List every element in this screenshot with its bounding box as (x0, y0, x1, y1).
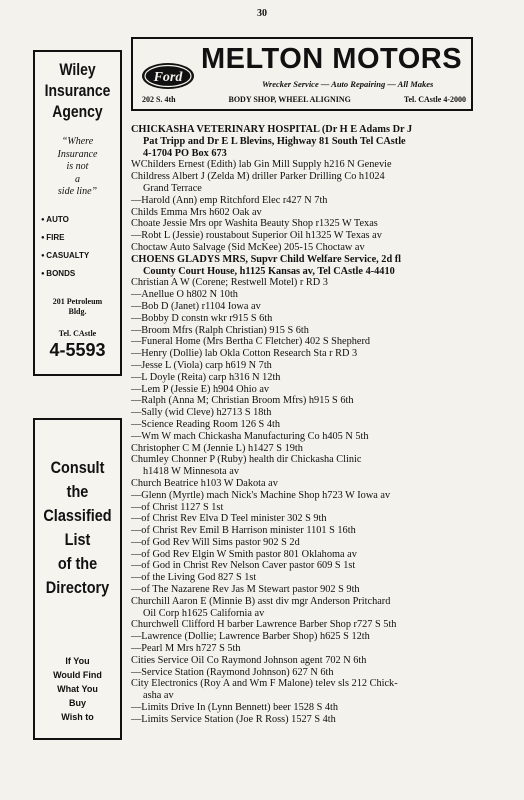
entry-text: —Bob D (Janet) r1104 Iowa av (131, 300, 261, 312)
directory-entry (131, 348, 481, 360)
entry-text: WChilders Ernest (Edith) lab Gin Mill Supply h216 N Genevie (131, 159, 392, 171)
entry-text: —Limits Service Station (Joe R Ross) 1527 S 4th (131, 713, 336, 725)
entry-text: Choctaw Auto Salvage (Sid McKee) 205-15 Choctaw av (131, 241, 365, 253)
directory-entry (131, 242, 481, 254)
entry-text: Christian A W (Corene; Restwell Motel) r RD 3 (131, 277, 328, 289)
directory-entry (131, 702, 481, 714)
directory-entry (131, 619, 481, 631)
entry-text: —Anellue O h802 N 10th (131, 289, 238, 301)
wiley-services (41, 211, 120, 283)
entry-text: Cities Service Oil Co Raymond Johnson agent 702 N 6th (131, 654, 367, 666)
directory-entry (131, 395, 481, 407)
directory-entry (131, 631, 481, 643)
melton-address: 202 S. 4th (142, 95, 176, 104)
slogan-line: a (75, 173, 80, 185)
directory-entry (131, 572, 481, 584)
consult-title-line: Classified (43, 506, 112, 525)
entry-text: —Limits Drive In (Lynn Bennett) beer 1528 S 4th (131, 702, 339, 714)
melton-motors-ad (131, 37, 473, 111)
directory-entry (131, 360, 481, 372)
entry-text: —of Christ Rev Emil B Harrison minister 1101 S 16th (131, 525, 356, 537)
directory-entry (131, 655, 481, 667)
address-line: Bldg. (68, 306, 87, 316)
wiley-address (35, 297, 120, 317)
consult-footer-line: Buy (68, 698, 86, 708)
directory-entry (131, 325, 481, 337)
consult-footer (35, 654, 120, 724)
entry-text: Churchwell Clifford H barber Lawrence Barber Shop r727 S 5th (131, 619, 397, 631)
entry-continuation: Oil Corp h1625 California av (143, 607, 265, 619)
directory-entry (131, 678, 481, 702)
melton-body-shop: BODY SHOP, WHEEL ALIGNING (228, 95, 351, 104)
directory-entry (131, 195, 481, 207)
service-item: ● FIRE (41, 229, 120, 247)
entry-continuation: Grand Terrace (143, 182, 202, 194)
directory-entry (131, 478, 481, 490)
directory-entry (131, 301, 481, 313)
entry-text: —L Doyle (Reita) carp h316 N 12th (131, 371, 281, 383)
wiley-title-line: Insurance (44, 81, 111, 100)
directory-entry (131, 254, 481, 278)
entry-continuation: Pat Tripp and Dr E L Blevins, Highway 81 South Tel CAstle (143, 135, 406, 147)
entry-text: —Jesse L (Viola) carp h619 N 7th (131, 359, 272, 371)
entry-text: —Broom Mfrs (Ralph Christian) 915 S 6th (131, 324, 309, 336)
directory-entry (131, 643, 481, 655)
entry-continuation: asha av (143, 690, 174, 702)
directory-entry (131, 372, 481, 384)
directory-entry (131, 714, 481, 726)
entry-continuation: h1418 W Minnesota av (143, 466, 240, 478)
slogan-line: is not (66, 161, 89, 172)
consult-title-line: Directory (45, 578, 110, 597)
wiley-title (43, 59, 113, 122)
directory-entry (131, 549, 481, 561)
melton-motors-name: MELTON MOTORS (201, 43, 463, 75)
entry-text: —Wm W mach Chickasha Manufacturing Co h405 N 5th (131, 430, 369, 442)
directory-entry (131, 596, 481, 620)
entry-text: City Electronics (Roy A and Wm F Malone) telev sls 212 Chick- (131, 678, 398, 690)
entry-text: Churchill Aaron E (Minnie B) asst div mgr Anderson Pritchard (131, 595, 391, 607)
wiley-phone: 4-5593 (49, 339, 106, 360)
entry-text: —of God Rev Elgin W Smith pastor 801 Oklahoma av (131, 548, 357, 560)
directory-entry (131, 336, 481, 348)
entry-text: —Lem P (Jessie E) h904 Ohio av (131, 383, 270, 395)
directory-entry (131, 560, 481, 572)
consult-title-line: of the (57, 554, 98, 573)
wiley-title-line: Agency (52, 102, 103, 121)
directory-entry (131, 490, 481, 502)
entry-text: Choate Jessie Mrs opr Washita Beauty Shop r1325 W Texas (131, 218, 378, 230)
entry-text: —of God in Christ Rev Nelson Caver pastor 609 S 1st (131, 560, 356, 572)
consult-footer-line: What You (57, 684, 98, 694)
entry-text: —of The Nazarene Rev Jas M Stewart pastor 902 S 9th (131, 584, 360, 596)
service-item: ● CASUALTY (41, 247, 120, 265)
consult-classified-ad (33, 418, 122, 740)
entry-continuation: 4-1704 PO Box 673 (143, 147, 227, 159)
entry-text: —Sally (wid Cleve) h2713 S 18th (131, 407, 272, 419)
consult-title-line: List (64, 530, 91, 549)
consult-footer-line: Wish to (61, 712, 94, 722)
directory-entry (131, 502, 481, 514)
entry-text: —of the Living God 827 S 1st (131, 572, 257, 584)
directory-entry (131, 171, 481, 195)
ford-logo-icon (140, 61, 196, 91)
consult-footer-line: If You (65, 656, 90, 666)
wiley-slogan (35, 136, 120, 199)
directory-entry (131, 218, 481, 230)
address-line: 201 Petroleum (52, 296, 103, 306)
directory-entry (131, 513, 481, 525)
entry-text: CHOENS GLADYS MRS, Supvr Child Welfare Service, 2d fl (131, 253, 402, 265)
consult-title-line: the (66, 482, 89, 501)
directory-entry (131, 407, 481, 419)
directory-entry (131, 277, 481, 289)
directory-entry (131, 207, 481, 219)
melton-tel: Tel. CAstle 4-2000 (403, 95, 466, 104)
directory-entry (131, 289, 481, 301)
directory-entry (131, 431, 481, 443)
entry-text: —Service Station (Raymond Johnson) 627 N 6th (131, 666, 334, 678)
entry-text: —of Christ 1127 S 1st (131, 501, 224, 513)
consult-title-line: Consult (50, 458, 105, 477)
directory-entry (131, 384, 481, 396)
entry-continuation: County Court House, h1125 Kansas av, Tel CAstle 4-4410 (143, 265, 395, 277)
entry-text: —of God Rev Will Sims pastor 902 S 2d (131, 536, 300, 548)
service-item: ● AUTO (41, 211, 120, 229)
entry-text: CHICKASHA VETERINARY HOSPITAL (Dr H E Adams Dr J (131, 124, 413, 135)
entry-text: —Bobby D constn wkr r915 S 6th (131, 312, 273, 324)
entry-text: —Lawrence (Dollie; Lawrence Barber Shop) h625 S 12th (131, 631, 370, 643)
consult-title (41, 456, 113, 600)
entry-text: —Henry (Dollie) lab Okla Cotton Research Sta r RD 3 (131, 348, 358, 360)
entry-text: Christopher C M (Jennie L) h1427 S 19th (131, 442, 303, 454)
directory-entry (131, 443, 481, 455)
entry-text: —Ralph (Anna M; Christian Broom Mfrs) h915 S 6th (131, 395, 354, 407)
wiley-insurance-ad (33, 50, 122, 376)
melton-services: Wrecker Service — Auto Repairing — All Makes (262, 79, 434, 89)
directory-entry (131, 537, 481, 549)
wiley-title-line: Wiley (59, 60, 96, 79)
slogan-line: “Where (61, 136, 94, 147)
slogan-line: Insurance (57, 148, 98, 160)
entry-text: Church Beatrice h103 W Dakota av (131, 477, 278, 489)
directory-entry (131, 525, 481, 537)
directory-entry (131, 419, 481, 431)
ford-logo-text: Ford (153, 70, 183, 85)
entry-text: —Funeral Home (Mrs Bertha C Fletcher) 402 S Shepherd (131, 336, 371, 348)
entry-text: —of Christ Rev Elva D Teel minister 302 S 9th (131, 513, 327, 525)
entry-text: Childs Emma Mrs h602 Oak av (131, 206, 262, 218)
entry-text: —Science Reading Room 126 S 4th (131, 418, 281, 430)
consult-footer-line: Would Find (53, 670, 102, 680)
entry-text: —Glenn (Myrtle) mach Nick's Machine Shop h723 W Iowa av (131, 489, 391, 501)
entry-text: Childress Albert J (Zelda M) driller Parker Drilling Co h1024 (131, 171, 385, 183)
directory-entry (131, 584, 481, 596)
entry-text: —Harold (Ann) emp Ritchford Elec r427 N 7th (131, 194, 328, 206)
entry-text: —Robt L (Jessie) roustabout Superior Oil h1325 W Texas av (131, 230, 382, 242)
melton-contact-line (142, 95, 466, 104)
directory-entry (131, 454, 481, 478)
wiley-tel-label: Tel. CAstle (58, 328, 97, 338)
directory-entry (131, 667, 481, 679)
entry-text: Chumley Chonner P (Ruby) health dir Chickasha Clinic (131, 454, 362, 466)
directory-entry (131, 313, 481, 325)
directory-entry (131, 230, 481, 242)
directory-listings (131, 124, 481, 726)
directory-entry (131, 159, 481, 171)
slogan-line: side line” (57, 186, 98, 197)
page-number: 30 (257, 8, 267, 19)
directory-entry (131, 124, 481, 159)
service-item: ● BONDS (41, 265, 120, 283)
entry-text: —Pearl M Mrs h727 S 5th (131, 643, 241, 655)
